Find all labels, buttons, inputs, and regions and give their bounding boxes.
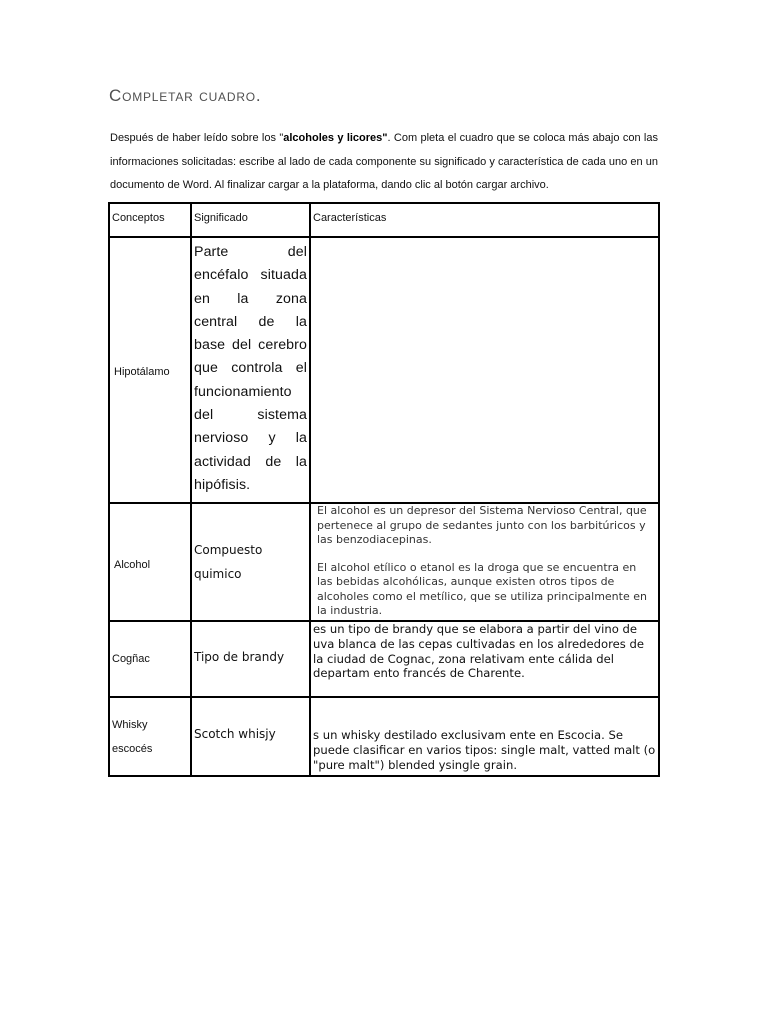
- header-concepts: Conceptos: [112, 212, 165, 224]
- header-meaning: Significado: [194, 212, 248, 224]
- row-whisky-concept: Whisky escocés: [112, 718, 153, 755]
- row-cognac-characteristics: es un tipo de brandy que se elabora a partir del vino de uva blanca de las cepas cultivadas en los alrededores de la ciudad de Cognac, zona relativam ente cálida del departam ento francés de Charente.: [313, 622, 644, 681]
- table-border-right: [658, 202, 660, 777]
- row-cognac-concept: Cogñac: [112, 653, 150, 665]
- intro-text-end: . Com pleta el cuadro que se coloca más abajo con las informaciones solicitadas: escribe al lado de cada componente su significado y característica de cada uno en un documento de Word. Al finalizar cargar a la plataforma, dando clic al botón cargar archivo.: [110, 132, 658, 191]
- row-alcohol-concept: Alcohol: [114, 559, 151, 571]
- intro-bold-topic: alcoholes y licores": [283, 132, 388, 144]
- intro-text-start: Después de haber leído sobre los ": [110, 132, 284, 144]
- intro-paragraph: [110, 127, 658, 198]
- alcohol-characteristics-p2: El alcohol etílico o etanol es la droga que se encuentra en las bebidas alcohólicas, aunque existen otros tipos de alcoholes como el metílico, que se utiliza principalmente en la industria.: [317, 560, 647, 617]
- row-hipotalamo-characteristics: [311, 238, 658, 502]
- header-characteristics: Características: [313, 212, 387, 224]
- row-whisky-characteristics: s un whisky destilado exclusivam ente en Escocia. Se puede clasificar en varios tipos: single malt, vatted malt (o "pure malt") blended ysingle grain.: [313, 728, 656, 772]
- row-alcohol-characteristics: [311, 504, 658, 620]
- row-hipotalamo-meaning: Parte del encéfalo situada en la zona central de la base del cerebro que controla el funcionamiento del sistema nervioso y la actividad de la hipófisis.: [194, 244, 307, 493]
- row-hipotalamo-concept: Hipotálamo: [114, 366, 170, 378]
- concepts-table: [108, 202, 660, 777]
- row-alcohol-meaning: Compuesto quimico: [194, 543, 263, 581]
- page-title: Completar cuadro.: [109, 86, 262, 105]
- alcohol-characteristics-p1: El alcohol es un depresor del Sistema Nervioso Central, que pertenece al grupo de sedantes junto con los barbitúricos y las benzodiacepinas.: [317, 504, 647, 546]
- row-whisky-meaning: Scotch whisjy: [194, 727, 276, 741]
- row-cognac-meaning: Tipo de brandy: [194, 650, 285, 664]
